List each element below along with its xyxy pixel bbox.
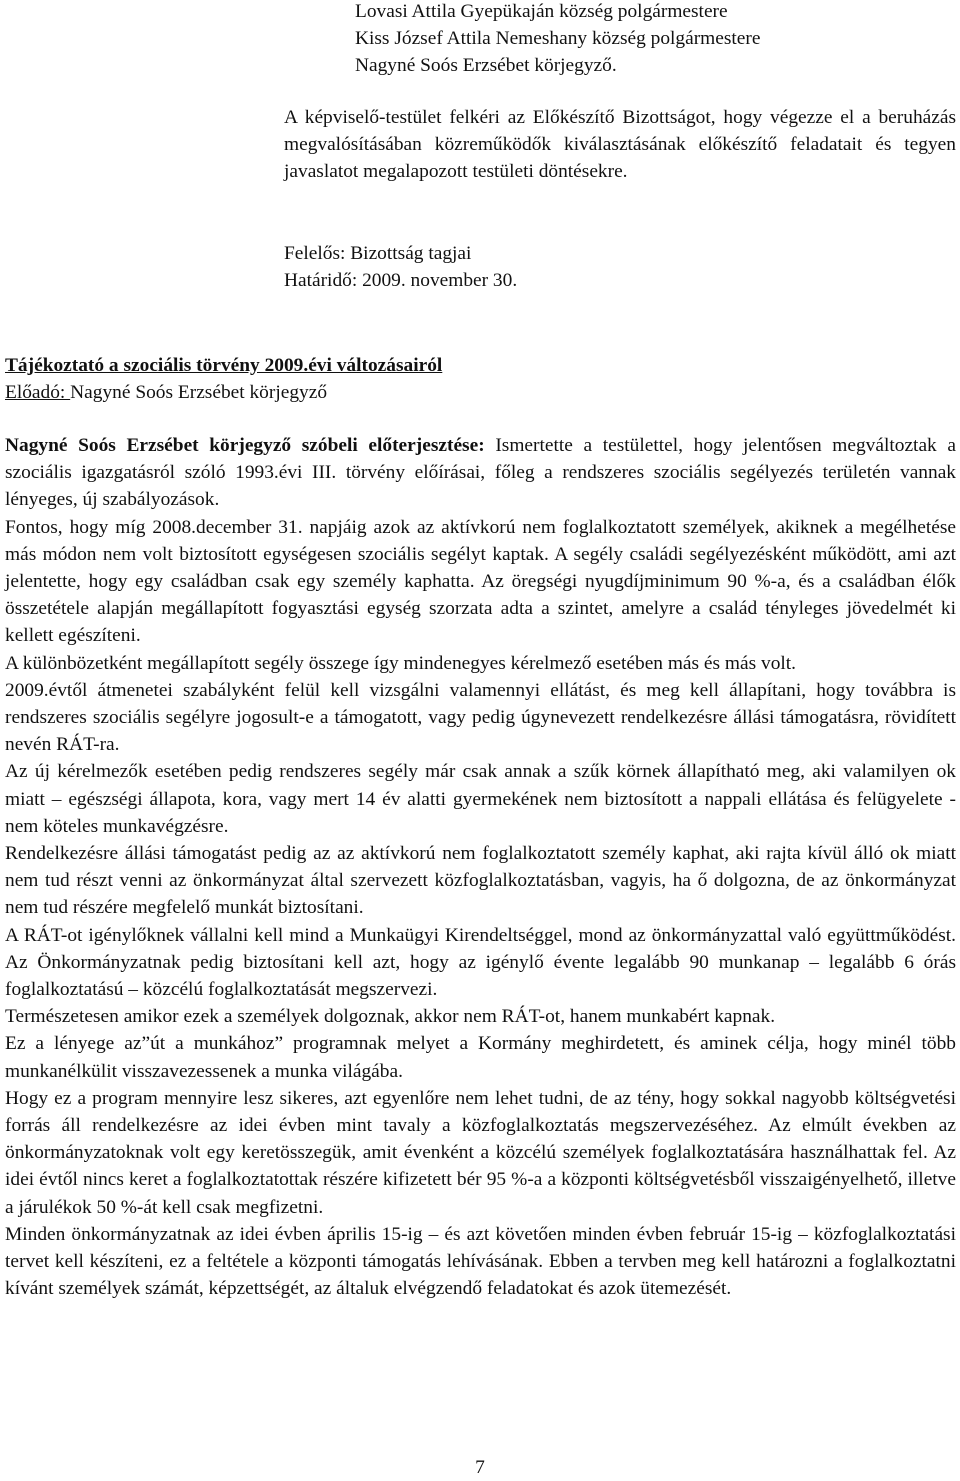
paragraph-text: Ismertette a testülettel, hogy jelentősen megváltoztak a szociális igazgatásról szóló 1993.évi III. törvény előírásai, főleg a rendszeres szociális segélyezés területén vannak lényeges, új szabályozások.: [5, 435, 956, 511]
lead-bold: Nagyné Soós Erzsébet körjegyző szóbeli előterjesztése:: [5, 435, 485, 456]
body-paragraph: Minden önkormányzatnak az idei évben április 15-ig – és azt követően minden évben február 15-ig – közfoglalkoztatási tervet kell készíteni, ez a feltétele a központi támogatás lehívásának. Ebben a tervben meg kell határozni a foglalkoztatni kívánt személyek számát, képzettségét, az általuk elvégzendő feladatokat és azok ütemezését.: [5, 1223, 956, 1300]
deadline-line: Határidő: 2009. november 30.: [284, 270, 518, 292]
body-paragraph: [5, 432, 956, 514]
agenda-heading: [5, 352, 805, 406]
page-number: 7: [475, 1457, 485, 1478]
body-paragraph: Ez a lényege az”út a munkához” programnak melyet a Kormány meghirdetett, és aminek célja, hogy minél több munkanélkülit visszavezessenek a munka világába.: [5, 1033, 956, 1082]
resolution-paragraph: [284, 104, 956, 186]
presenter-name: Nagyné Soós Erzsébet körjegyző: [70, 382, 328, 404]
signatory-line: Nagyné Soós Erzsébet körjegyző.: [355, 55, 617, 77]
body-paragraph: Rendelkezésre állási támogatást pedig az az aktívkorú nem foglalkoztatott személy kaphat, aki rajta kívül álló ok miatt nem tud részt venni az önkormányzat által szervezett közfoglalkoztatásban, vagyis, ha ő dolgozna, de az önkormányzat nem tud részére megfelelő munkát biztosítani.: [5, 843, 956, 919]
signatories-list: [355, 0, 915, 80]
body-paragraph: Az új kérelmezők esetében pedig rendszeres segély már csak annak a szűk körnek állapítható meg, aki valamilyen ok miatt – egészségi állapota, kora, vagy mert 14 év alatti gyermekének nem biztosított a nappali ellátása és felügyelete - nem köteles munkavégzésre.: [5, 761, 956, 837]
signatory-line: Lovasi Attila Gyepükaján község polgármestere: [355, 1, 728, 22]
presenter-label: Előadó:: [5, 382, 71, 404]
body-paragraph: A különbözetként megállapított segély összege így mindenegyes kérelmező esetében más és más volt.: [5, 652, 797, 674]
signatory-line: Kiss József Attila Nemeshany község polgármestere: [355, 28, 761, 50]
responsibility-block: [284, 240, 684, 294]
resolution-text: A képviselő-testület felkéri az Előkészítő Bizottságot, hogy végezze el a beruházás megvalósításában közreműködők kiválasztásának előkészítő feladatait és tegyen javaslatot megalapozott testületi döntésekre.: [284, 107, 956, 183]
body-paragraph: A RÁT-ot igénylőknek vállalni kell mind a Munkaügyi Kirendeltséggel, mond az önkormányzattal való együttműködést. Az Önkormányzatnak pedig biztosítani kell azt, hogy az igénylő évente legalább 90 munkanap – legalább 6 órás foglalkoztatású – közcélú foglalkoztatását megszervezi.: [5, 924, 956, 1001]
presenter-line: [5, 379, 805, 406]
body-paragraph: 2009.évtől átmenetei szabályként felül kell vizsgálni valamennyi ellátást, és meg kell állapítani, hogy továbbra is rendszeres szociális segélyre jogosult-e a támogatott, vagy pedig úgynevezett rendelkezésre állási támogatásra, rövidített nevén RÁT-ra.: [5, 679, 956, 756]
responsible-line: Felelős: Bizottság tagjai: [284, 243, 472, 264]
body-paragraph: Hogy ez a program mennyire lesz sikeres, azt egyenlőre nem lehet tudni, de az tény, hogy sokkal nagyobb költségvetési forrás áll rendelkezésre az idei évben mint tavaly a közfoglalkoztatás megszervezéséhez. Az elmúlt években az önkormányzatoknak volt egy keretösszegük, amit évenként a közcélú személyek foglalkoztatására használhattak fel. Az idei évtől nincs keret a foglalkoztatottak részére kifizetett bér 95 %-a a központi költségvetésből visszaigényelhető, illetve a járulékok 50 %-át kell csak megfizetni.: [5, 1087, 956, 1218]
main-body: [5, 432, 956, 1303]
section-title: Tájékoztató a szociális törvény 2009.évi változásairól: [5, 355, 443, 376]
body-paragraph: Fontos, hogy míg 2008.december 31. napjáig azok az aktívkorú nem foglalkoztatott személyek, akiknek a megélhetése más módon nem volt biztosított egységesen szociális segélyt kaptak. A segély családi segélyezésként működött, ami azt jelentette, hogy egy családban csak egy személy kaphatta. Az öregségi nyugdíjminimum 90 %-a, és a családban élők összetétele alapján megállapított fogyasztási egység szorzata adta a szintet, amelyre a család tényleges jövedelmét ki kellett egészíteni.: [5, 516, 956, 647]
body-paragraph: Természetesen amikor ezek a személyek dolgoznak, akkor nem RÁT-ot, hanem munkabért kapnak.: [5, 1006, 776, 1028]
